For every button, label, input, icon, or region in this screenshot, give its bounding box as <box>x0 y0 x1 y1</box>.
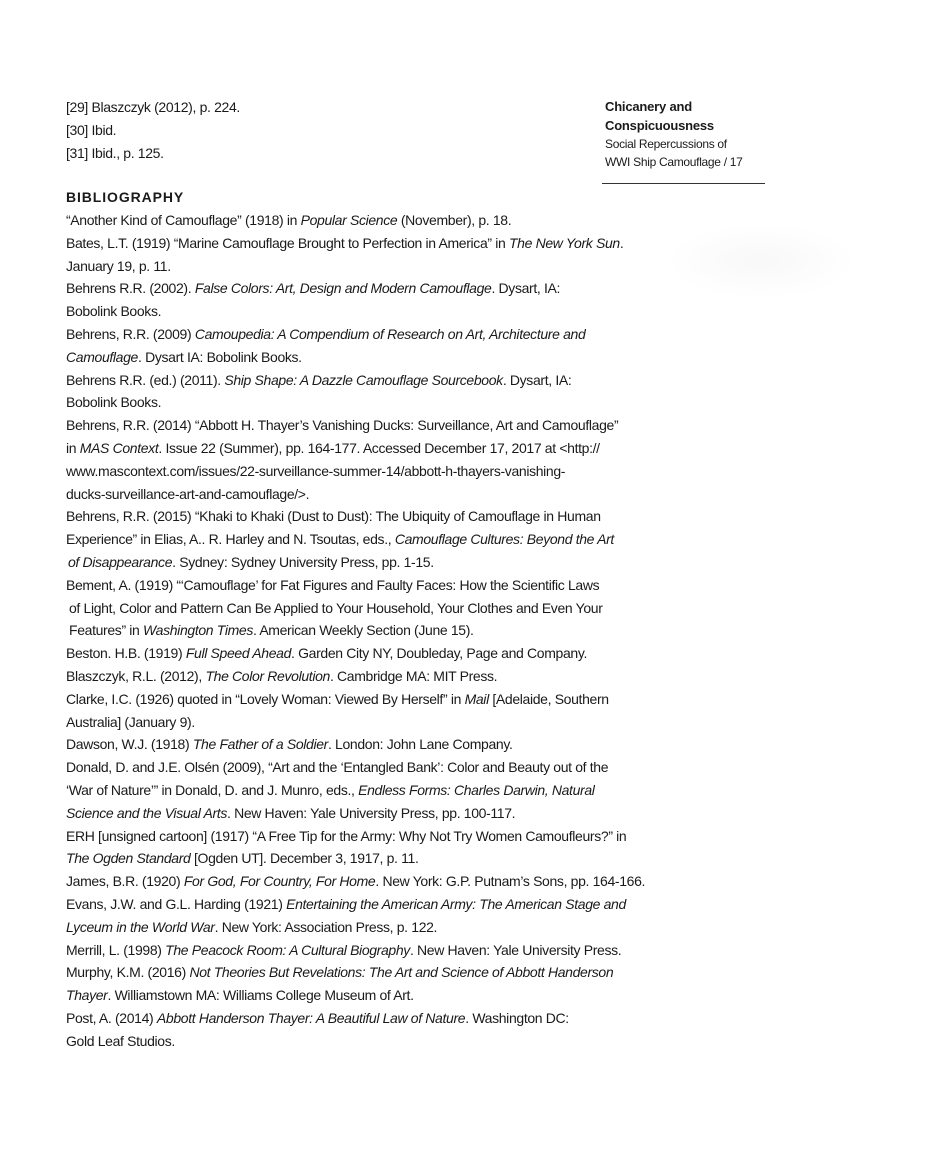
entry-title: Thayer <box>66 987 108 1004</box>
bib-entry <box>66 232 624 278</box>
entry-text: Merrill, L. (1998) <box>66 941 166 958</box>
entry-text: . New Haven: Yale University Press. <box>409 941 622 958</box>
faint-watermark <box>672 226 850 296</box>
bib-entry <box>66 939 622 962</box>
entry-title: The Ogden Standard <box>66 850 191 867</box>
entry-text: Behrens, R.R. (2009) <box>66 325 195 342</box>
entry-text: Australia] (January 9). <box>66 713 195 730</box>
entry-text: . New Haven: Yale University Press, pp. 100-117. <box>226 804 516 821</box>
entry-title: Washington Times <box>143 622 254 639</box>
entry-text: Experience” in Elias, A.. R. Harley and N. Tsoutas, eds., <box>66 531 395 548</box>
entry-text: Bement, A. (1919) “‘Camouflage’ for Fat Figures and Faulty Faces: How the Scientific Laws <box>66 576 600 593</box>
bib-entry <box>66 1007 586 1053</box>
entry-title: The Father of a Soldier <box>192 736 328 753</box>
entry-text: . Dysart, IA: <box>491 280 561 297</box>
endnote-31: [31] Ibid., p. 125. <box>66 145 164 161</box>
entry-text: . Washington DC: <box>465 1009 569 1026</box>
entry-text: Beston. H.B. (1919) <box>66 645 186 662</box>
entry-text: ERH [unsigned cartoon] (1917) “A Free Tip for the Army: Why Not Try Women Camoufleurs?” in <box>66 827 627 844</box>
bib-entry <box>66 642 586 665</box>
entry-text: Behrens R.R. (2002). <box>66 280 195 297</box>
entry-text: Behrens, R.R. (2014) “Abbott H. Thayer’s Vanishing Ducks: Surveillance, Art and Camouflage” <box>66 417 619 434</box>
entry-title: of Disappearance <box>68 553 173 570</box>
endnote-29: [29] Blaszczyk (2012), p. 224. <box>66 99 240 115</box>
entry-url: www.mascontext.com/issues/22-surveillance-summer-14/abbott-h-thayers-vanishing- <box>66 462 566 479</box>
entry-title: Camouflage <box>66 348 138 365</box>
bib-entry <box>66 825 627 871</box>
header-divider <box>602 183 765 184</box>
bib-entry <box>66 574 603 642</box>
entry-text: Blaszczyk, R.L. (2012), <box>66 667 206 684</box>
running-title-line2: Conspicuousness <box>605 118 714 133</box>
entry-title: Camoupedia: A Compendium of Research on Art, Architecture and <box>194 325 586 342</box>
bib-entry <box>66 209 586 232</box>
entry-text: . Issue 22 (Summer), pp. 164-177. Accessed December 17, 2017 at <http:// <box>158 439 600 456</box>
entry-text: . American Weekly Section (June 15). <box>253 622 474 639</box>
entry-text: in <box>66 439 80 456</box>
entry-title: For God, For Country, For Home <box>183 873 376 890</box>
entry-title: Abbott Handerson Thayer: A Beautiful Law of Nature <box>156 1009 466 1026</box>
entry-text: Behrens R.R. (ed.) (2011). <box>66 371 225 388</box>
entry-title: The Color Revolution <box>205 667 330 684</box>
bib-entry <box>66 733 586 756</box>
entry-title: Entertaining the American Army: The American Stage and <box>286 895 626 912</box>
entry-text: of Light, Color and Pattern Can Be Applied to Your Household, Your Clothes and Even Your <box>69 599 603 616</box>
endnote-30: [30] Ibid. <box>66 122 117 138</box>
bib-entry <box>66 893 626 939</box>
entry-title: Ship Shape: A Dazzle Camouflage Sourcebook <box>224 371 503 388</box>
entry-text: Murphy, K.M. (2016) <box>66 964 190 981</box>
entry-text: Clarke, I.C. (1926) quoted in “Lovely Woman: Viewed By Herself” in <box>66 690 465 707</box>
entry-title: Full Speed Ahead <box>185 645 292 662</box>
entry-title: False Colors: Art, Design and Modern Camouflage <box>194 280 492 297</box>
entry-url: ducks-surveillance-art-and-camouflage/>. <box>66 485 310 502</box>
bib-entry <box>66 665 586 688</box>
bib-entry <box>66 277 586 323</box>
bib-entry <box>66 505 614 573</box>
bib-entry <box>66 961 614 1007</box>
entry-text: . Garden City NY, Doubleday, Page and Company. <box>291 645 587 662</box>
entry-title: MAS Context <box>79 439 159 456</box>
entry-title: Science and the Visual Arts <box>66 804 227 821</box>
entry-text: Gold Leaf Studios. <box>66 1032 175 1049</box>
entry-text: . London: John Lane Company. <box>327 736 513 753</box>
entry-text: Bobolink Books. <box>66 303 162 320</box>
entry-text: . New York: Association Press, p. 122. <box>214 918 438 935</box>
bib-entry <box>66 756 609 824</box>
entry-title: Not Theories But Revelations: The Art and Science of Abbott Handerson <box>189 964 614 981</box>
bibliography-heading: BIBLIOGRAPHY <box>66 189 185 205</box>
entry-text: “Another Kind of Camouflage” (1918) in <box>66 212 301 228</box>
entry-text: Behrens, R.R. (2015) “Khaki to Khaki (Dust to Dust): The Ubiquity of Camouflage in Human <box>66 508 601 525</box>
bibliography-list <box>66 209 646 1052</box>
entry-text: Features” in <box>69 622 144 639</box>
entry-text: . <box>619 234 624 251</box>
endnotes <box>66 96 586 165</box>
entry-text: . Sydney: Sydney University Press, pp. 1-15. <box>172 553 434 570</box>
entry-text: Donald, D. and J.E. Olsén (2009), “Art and the ‘Entangled Bank’: Color and Beauty out of the <box>66 759 609 776</box>
entry-text: . Williamstown MA: Williams College Museum of Art. <box>107 987 414 1004</box>
bib-entry <box>66 870 646 893</box>
bib-entry <box>66 414 619 505</box>
entry-title: The New York Sun <box>508 234 620 251</box>
entry-title: Popular Science <box>300 212 398 228</box>
entry-title: Camouflage Cultures: Beyond the Art <box>394 531 614 548</box>
running-header <box>605 97 765 171</box>
entry-title: Mail <box>464 690 489 707</box>
entry-text: James, B.R. (1920) <box>66 873 184 890</box>
entry-text: [Ogden UT]. December 3, 1917, p. 11. <box>190 850 419 867</box>
entry-text: Evans, J.W. and G.L. Harding (1921) <box>66 895 287 912</box>
entry-text: Bates, L.T. (1919) “Marine Camouflage Brought to Perfection in America” in <box>66 234 509 251</box>
entry-text: (November), p. 18. <box>397 212 512 228</box>
bib-entry <box>66 369 586 415</box>
bib-entry <box>66 688 609 734</box>
entry-text: [Adelaide, Southern <box>488 690 609 707</box>
bib-entry <box>66 323 586 369</box>
entry-text: . Dysart, IA: <box>502 371 572 388</box>
running-subtitle-line1: Social Repercussions of <box>605 137 727 151</box>
entry-text: . New York: G.P. Putnam’s Sons, pp. 164-166. <box>375 873 646 890</box>
running-subtitle-line2: WWI Ship Camouflage / 17 <box>605 155 743 169</box>
entry-text: Bobolink Books. <box>66 394 162 411</box>
entry-title: Endless Forms: Charles Darwin, Natural <box>358 781 595 798</box>
entry-text: Post, A. (2014) <box>66 1009 157 1026</box>
entry-text: ‘War of Nature’” in Donald, D. and J. Munro, eds., <box>66 781 359 798</box>
entry-title: Lyceum in the World War <box>66 918 215 935</box>
entry-text: . Dysart IA: Bobolink Books. <box>138 348 302 365</box>
entry-title: The Peacock Room: A Cultural Biography <box>165 941 410 958</box>
running-title-line1: Chicanery and <box>605 99 692 114</box>
entry-text: . Cambridge MA: MIT Press. <box>329 667 498 684</box>
entry-text: January 19, p. 11. <box>66 257 171 274</box>
entry-text: Dawson, W.J. (1918) <box>66 736 193 753</box>
